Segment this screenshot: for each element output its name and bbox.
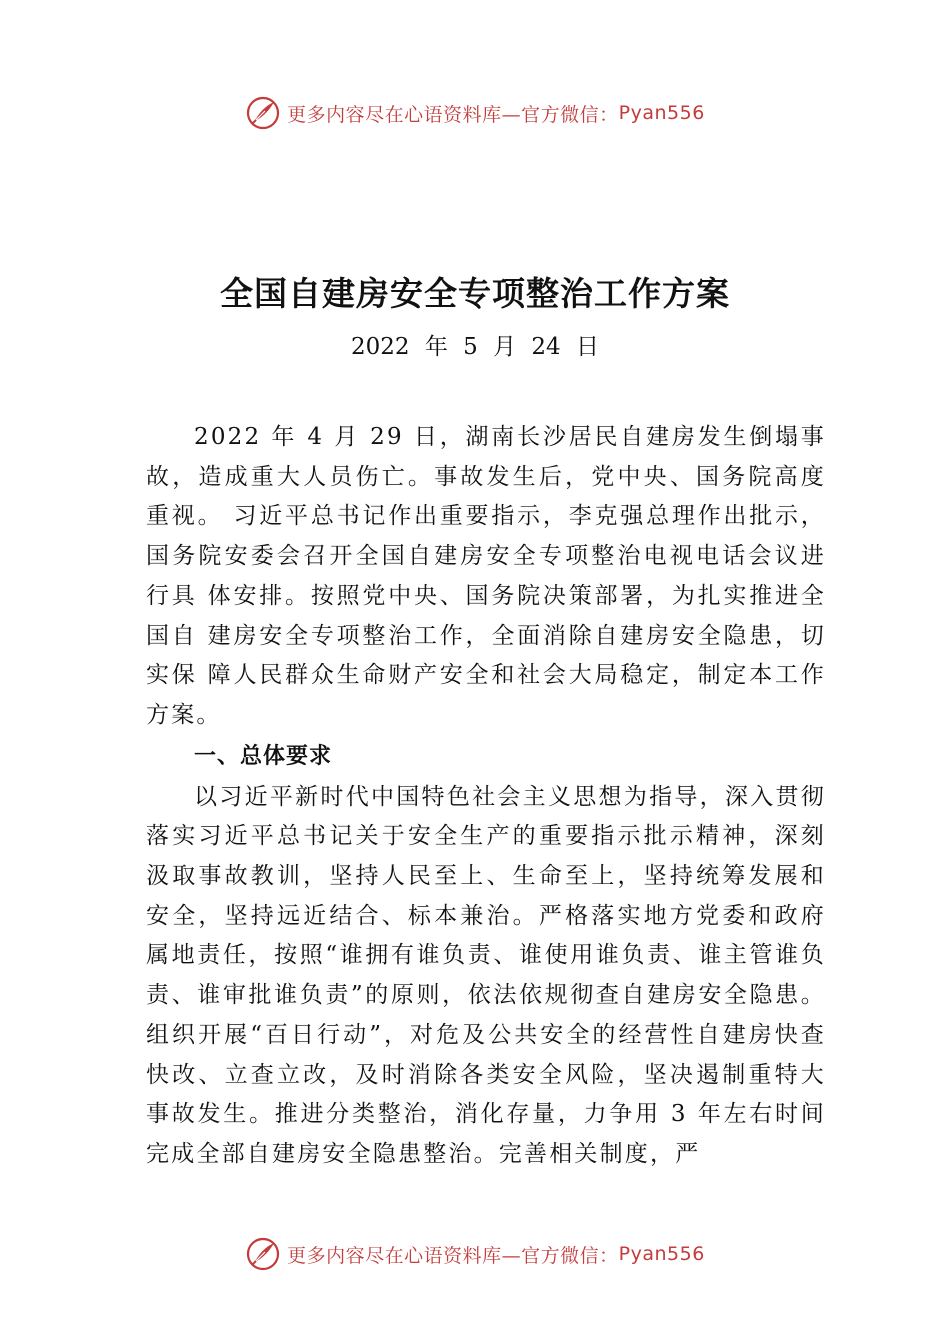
section-heading: 一、总体要求: [194, 743, 333, 769]
watermark-text: 更多内容尽在心语资料库—官方微信：: [287, 1244, 619, 1267]
document-body: [146, 418, 826, 1175]
paragraph-general-requirements: 以习近平新时代中国特色社会主义思想为指导，深入贯彻落实习近平总书记关于安全生产的重要指示批示精神，深刻汲取事故教训，坚持人民至上、生命至上，坚持统筹发展和安全，坚持远近结合、标本兼治。严格落实地方党委和政府属地责任，按照“谁拥有谁负责、谁使用谁负责、谁主管谁负责、谁审批谁负责”的原则，依法依规彻查自建房安全隐患。组织开展“百日行动”，对危及公共安全的经营性自建房快查快改、立查立改，及时消除各类安全风险，坚决遏制重特大事故发生。推进分类整治，消化存量，力争用 3 年左右时间完成全部自建房安全隐患整治。完善相关制度，严: [146, 783, 826, 1167]
document-date: 2022 年 5 月 24 日: [351, 334, 599, 360]
paragraph-intro: 2022 年 4 月 29 日，湖南长沙居民自建房发生倒塌事故，造成重大人员伤亡。事故发生后，党中央、国务院高度重视。 习近平总书记作出重要指示，李克强总理作出批示，国务院安委会召开全国自建房安全专项整治电视电话会议进行具 体安排。按照党中央、国务院决策部署，为扎实推进全国自 建房安全专项整治工作，全面消除自建房安全隐患，切实保 障人民群众生命财产安全和社会大局稳定，制定本工作方案。: [146, 424, 826, 728]
feather-pen-logo-icon: [245, 95, 281, 131]
watermark-footer: [0, 1236, 950, 1272]
watermark-wechat-id: Pyan556: [618, 102, 705, 124]
watermark-header: [0, 95, 950, 131]
watermark-wechat-id: Pyan556: [618, 1243, 705, 1265]
document-title: 全国自建房安全专项整治工作方案: [220, 274, 730, 313]
watermark-text: 更多内容尽在心语资料库—官方微信：: [287, 103, 619, 126]
feather-pen-logo-icon: [245, 1236, 281, 1272]
